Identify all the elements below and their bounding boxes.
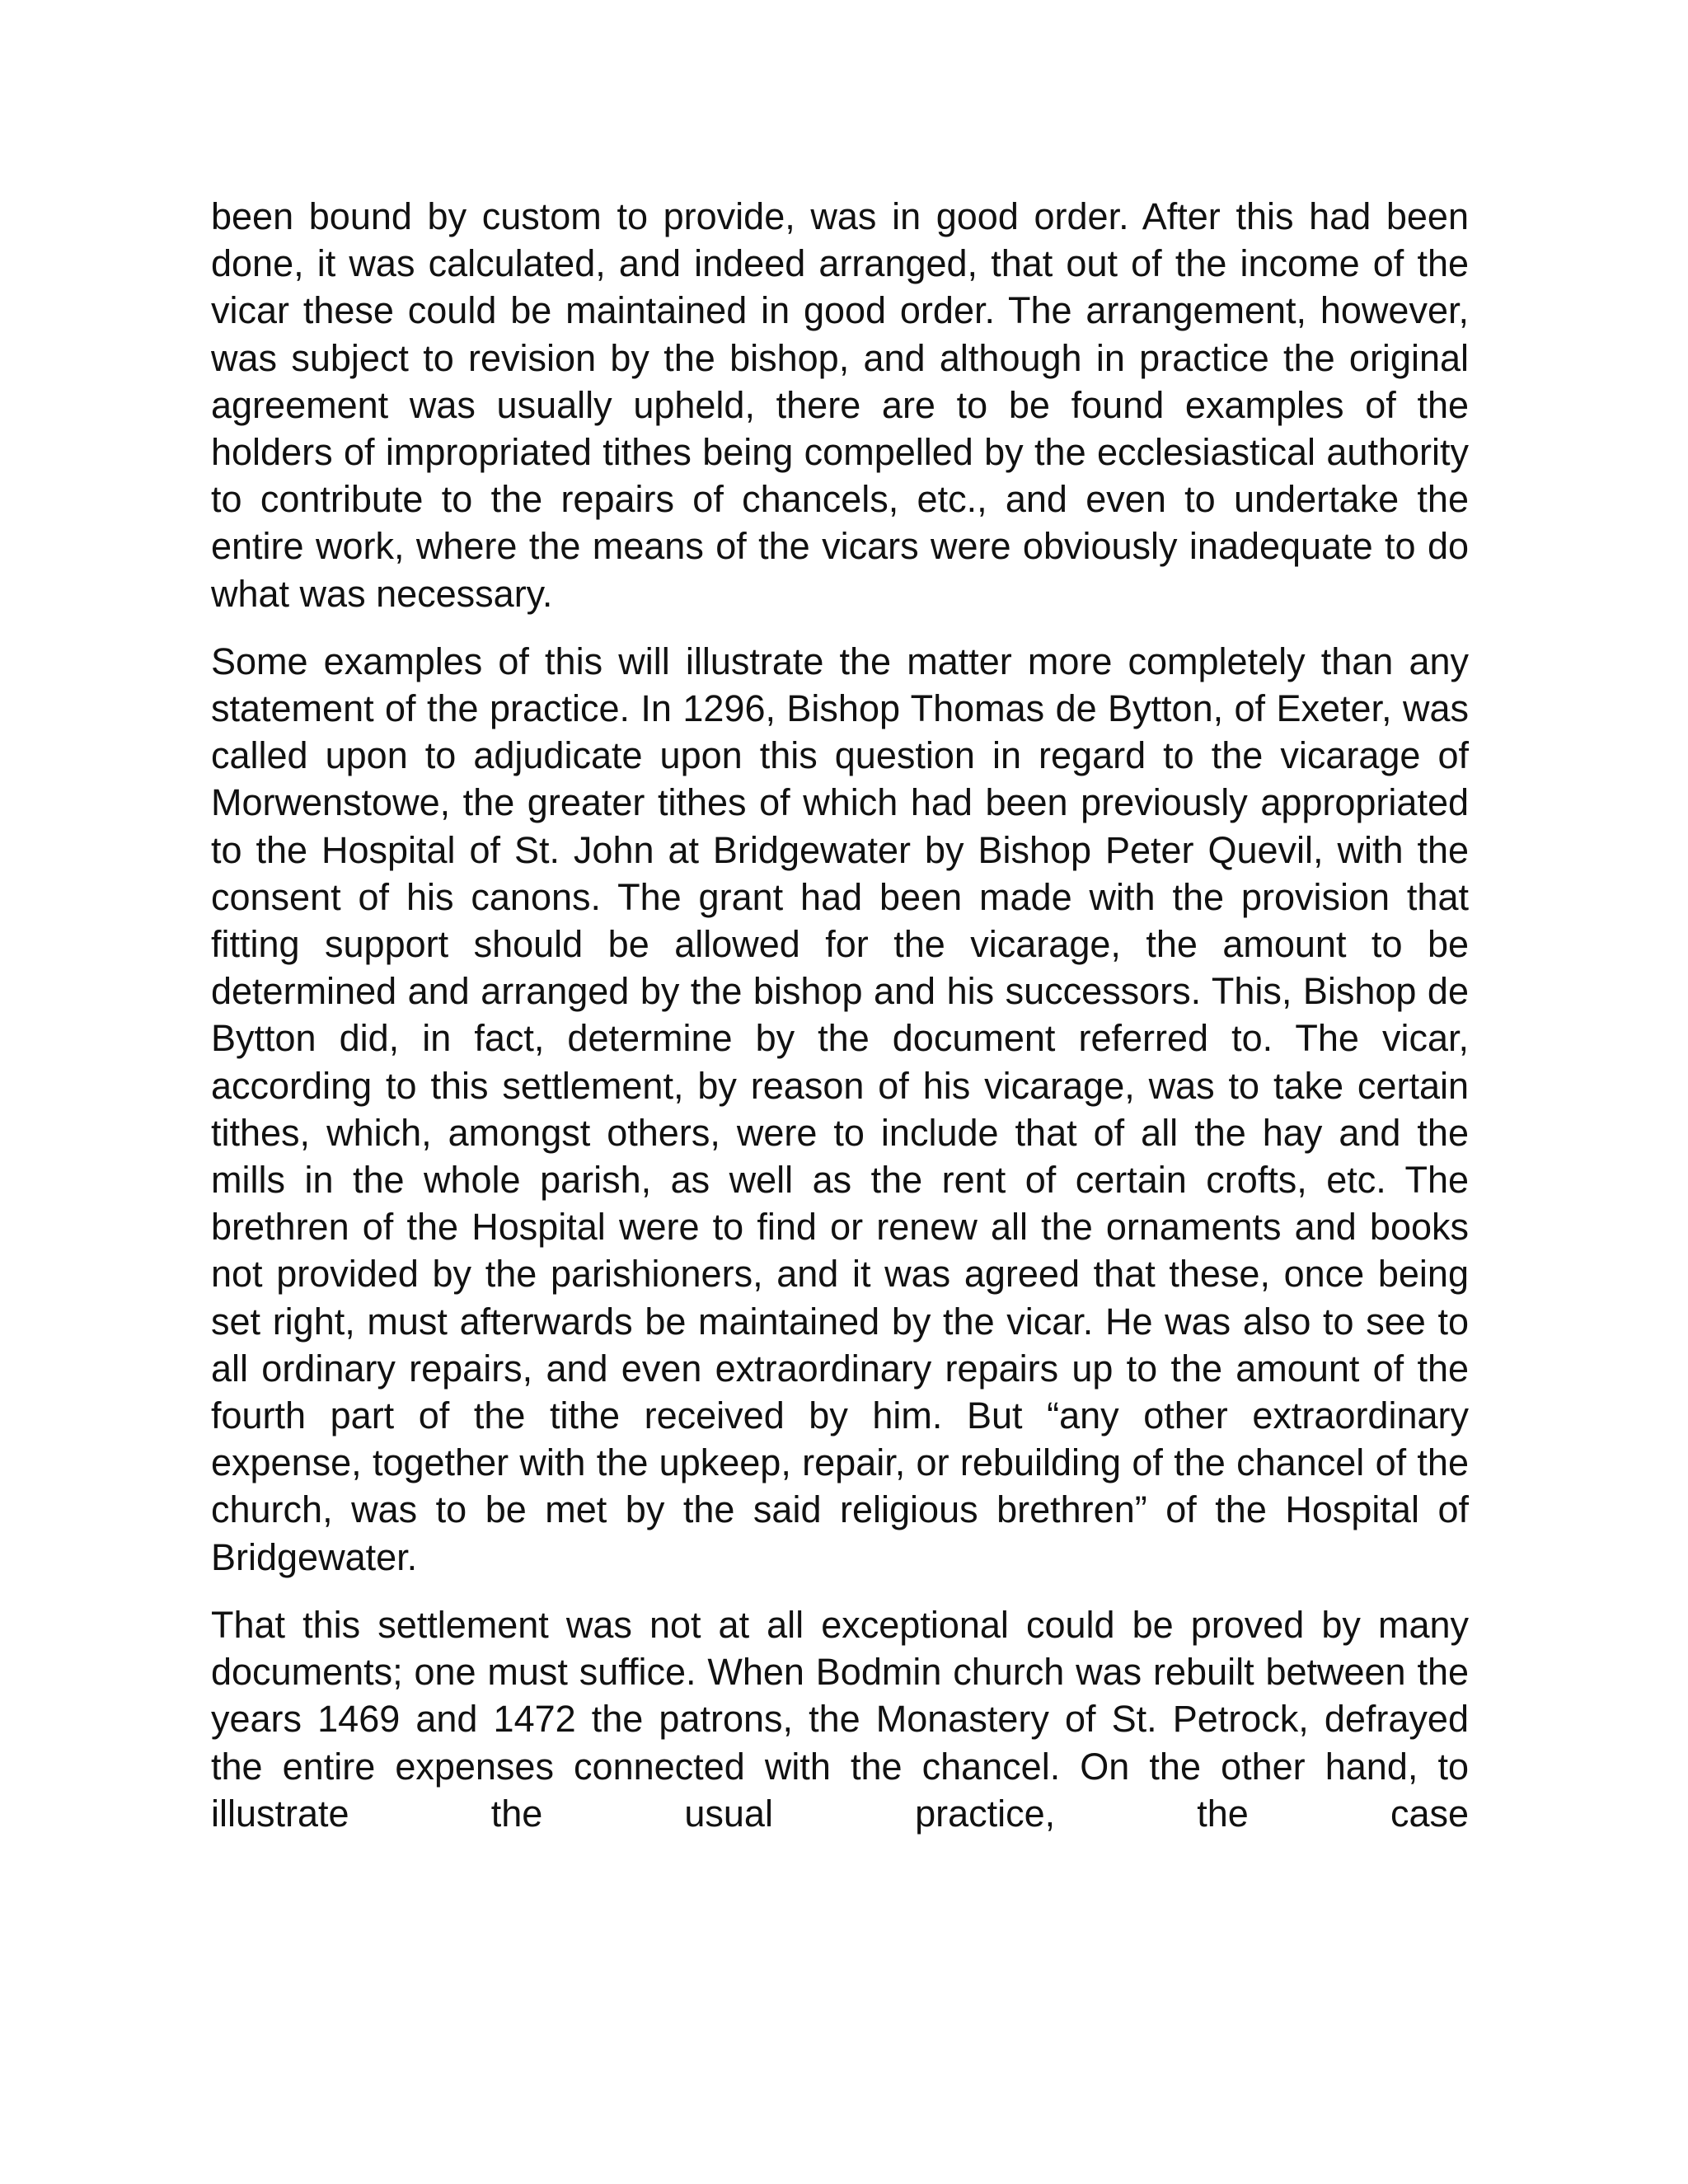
document-page: [211, 193, 1469, 1858]
paragraph-2: Some examples of this will illustrate the matter more completely than any statement of the practice. In 1296, Bishop Thomas de Bytton, of Exeter, was called upon to adjudicate upon this question in regard to the vicarage of Morwenstowe, the greater tithes of which had been previously appropriated to the Hospital of St. John at Bridgewater by Bishop Peter Quevil, with the consent of his canons. The grant had been made with the provision that fitting support should be allowed for the vicarage, the amount to be determined and arranged by the bishop and his successors. This, Bishop de Bytton did, in fact, determine by the document referred to. The vicar, according to this settlement, by reason of his vicarage, was to take certain tithes, which, amongst others, were to include that of all the hay and the mills in the whole parish, as well as the rent of certain crofts, etc. The brethren of the Hospital were to find or renew all the ornaments and books not provided by the parishioners, and it was agreed that these, once being set right, must afterwards be maintained by the vicar. He was also to see to all ordinary repairs, and even extraordinary repairs up to the amount of the fourth part of the tithe received by him. But “any other extraordinary expense, together with the upkeep, repair, or rebuilding of the chancel of the church, was to be met by the said religious brethren” of the Hospital of Bridgewater.: [211, 640, 1469, 1578]
paragraph-1: been bound by custom to provide, was in good order. After this had been done, it was calculated, and indeed arranged, that out of the income of the vicar these could be maintained in good order. The arrangement, however, was subject to revision by the bishop, and although in practice the original agreement was usually upheld, there are to be found examples of the holders of impropriated tithes being compelled by the ecclesiastical authority to contribute to the repairs of chancels, etc., and even to undertake the entire work, where the means of the vicars were obviously inadequate to do what was necessary.: [211, 195, 1469, 615]
paragraph-3: That this settlement was not at all exceptional could be proved by many documents; one must suffice. When Bodmin church was rebuilt between the years 1469 and 1472 the patrons, the Monastery of St. Petrock, defrayed the entire expenses connected with the chancel. On the other hand, to illustrate the usual practice, the case: [211, 1603, 1469, 1835]
